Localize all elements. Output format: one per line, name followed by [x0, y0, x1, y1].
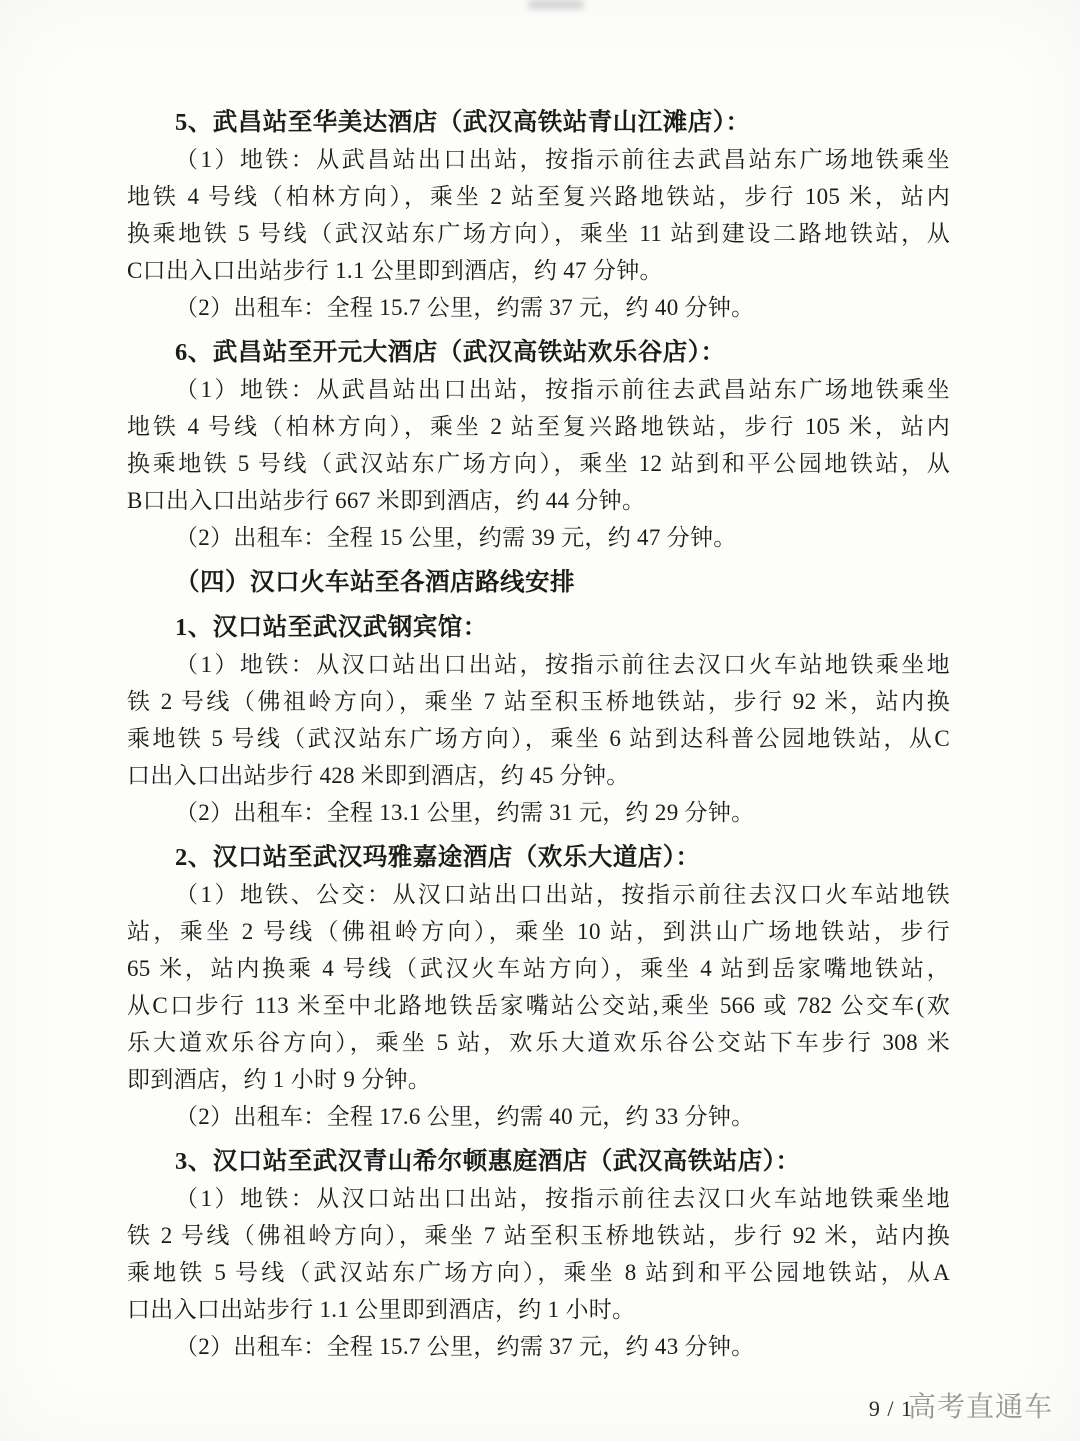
section-heading: 6、武昌站至开元大酒店（武汉高铁站欢乐谷店）： — [175, 339, 726, 366]
text-line: 即到酒店，约 1 小时 9 分钟。 — [127, 1067, 432, 1092]
text-line: 乘地铁 5 号线（武汉站东广场方向），乘坐 6 站到达科普公园地铁站，从C — [127, 726, 950, 751]
section-route-6 — [127, 334, 950, 556]
text-line: B口出入口出站步行 667 米即到酒店，约 44 分钟。 — [127, 488, 646, 513]
text-line: 乐大道欢乐谷方向），乘坐 5 站，欢乐大道欢乐谷公交站下车步行 308 米 — [127, 1030, 950, 1055]
section-heading: 2、汉口站至武汉玛雅嘉途酒店（欢乐大道店）： — [175, 844, 701, 871]
page-footer — [869, 1385, 1053, 1425]
scan-artifact — [528, 0, 584, 9]
section-route-1 — [127, 609, 950, 831]
text-line: （2）出租车：全程 17.6 公里，约需 40 元，约 33 分钟。 — [175, 1104, 755, 1129]
section-heading: （四）汉口火车站至各酒店路线安排 — [175, 569, 575, 596]
section-heading: 3、汉口站至武汉青山希尔顿惠庭酒店（武汉高铁站店）： — [175, 1148, 801, 1175]
text-line: 换乘地铁 5 号线（武汉站东广场方向），乘坐 11 站到建设二路地铁站，从 — [127, 221, 950, 246]
section-heading: 1、汉口站至武汉武钢宾馆： — [175, 614, 488, 641]
section-route-3 — [127, 1143, 950, 1365]
section-hankou-overview — [127, 564, 950, 601]
text-line: C口出入口出站步行 1.1 公里即到酒店，约 47 分钟。 — [127, 258, 663, 283]
section-heading: 5、武昌站至华美达酒店（武汉高铁站青山江滩店）： — [175, 109, 751, 136]
text-line: （2）出租车：全程 15.7 公里，约需 37 元，约 40 分钟。 — [175, 295, 755, 320]
text-line: 65 米，站内换乘 4 号线（武汉火车站方向），乘坐 4 站到岳家嘴地铁站， — [127, 956, 950, 981]
text-line: 乘地铁 5 号线（武汉站东广场方向），乘坐 8 站到和平公园地铁站，从A — [127, 1260, 950, 1285]
text-line: （1）地铁：从武昌站出口出站，按指示前往去武昌站东广场地铁乘坐 — [175, 377, 950, 402]
section-route-5 — [127, 104, 950, 326]
text-line: 换乘地铁 5 号线（武汉站东广场方向），乘坐 12 站到和平公园地铁站，从 — [127, 451, 950, 476]
text-line: （1）地铁：从汉口站出口出站，按指示前往去汉口火车站地铁乘坐地 — [175, 652, 950, 677]
section-route-2 — [127, 839, 950, 1135]
text-line: 铁 2 号线（佛祖岭方向），乘坐 7 站至积玉桥地铁站，步行 92 米，站内换 — [127, 689, 950, 714]
text-line: （2）出租车：全程 15.7 公里，约需 37 元，约 43 分钟。 — [175, 1334, 755, 1359]
document-body — [127, 104, 950, 1365]
text-line: 铁 2 号线（佛祖岭方向），乘坐 7 站至积玉桥地铁站，步行 92 米，站内换 — [127, 1223, 950, 1248]
text-line: 口出入口出站步行 1.1 公里即到酒店，约 1 小时。 — [127, 1297, 636, 1322]
text-line: 口出入口出站步行 428 米即到酒店，约 45 分钟。 — [127, 763, 630, 788]
text-line: （1）地铁：从武昌站出口出站，按指示前往去武昌站东广场地铁乘坐 — [175, 147, 950, 172]
text-line: 地铁 4 号线（柏林方向），乘坐 2 站至复兴路地铁站，步行 105 米，站内 — [127, 184, 950, 209]
text-line: 地铁 4 号线（柏林方向），乘坐 2 站至复兴路地铁站，步行 105 米，站内 — [127, 414, 950, 439]
page-number: 9 / 1 — [868, 1396, 913, 1421]
text-line: 站，乘坐 2 号线（佛祖岭方向），乘坐 10 站，到洪山广场地铁站，步行 — [127, 919, 950, 944]
text-line: （2）出租车：全程 13.1 公里，约需 31 元，约 29 分钟。 — [175, 800, 755, 825]
text-line: （1）地铁：从汉口站出口出站，按指示前往去汉口火车站地铁乘坐地 — [175, 1186, 950, 1211]
text-line: （2）出租车：全程 15 公里，约需 39 元，约 47 分钟。 — [175, 525, 737, 550]
text-line: 从C口步行 113 米至中北路地铁岳家嘴站公交站,乘坐 566 或 782 公交车(欢 — [127, 993, 950, 1018]
text-line: （1）地铁、公交：从汉口站出口出站，按指示前往去汉口火车站地铁 — [175, 882, 950, 907]
watermark: 高考直通车 — [907, 1392, 1053, 1423]
